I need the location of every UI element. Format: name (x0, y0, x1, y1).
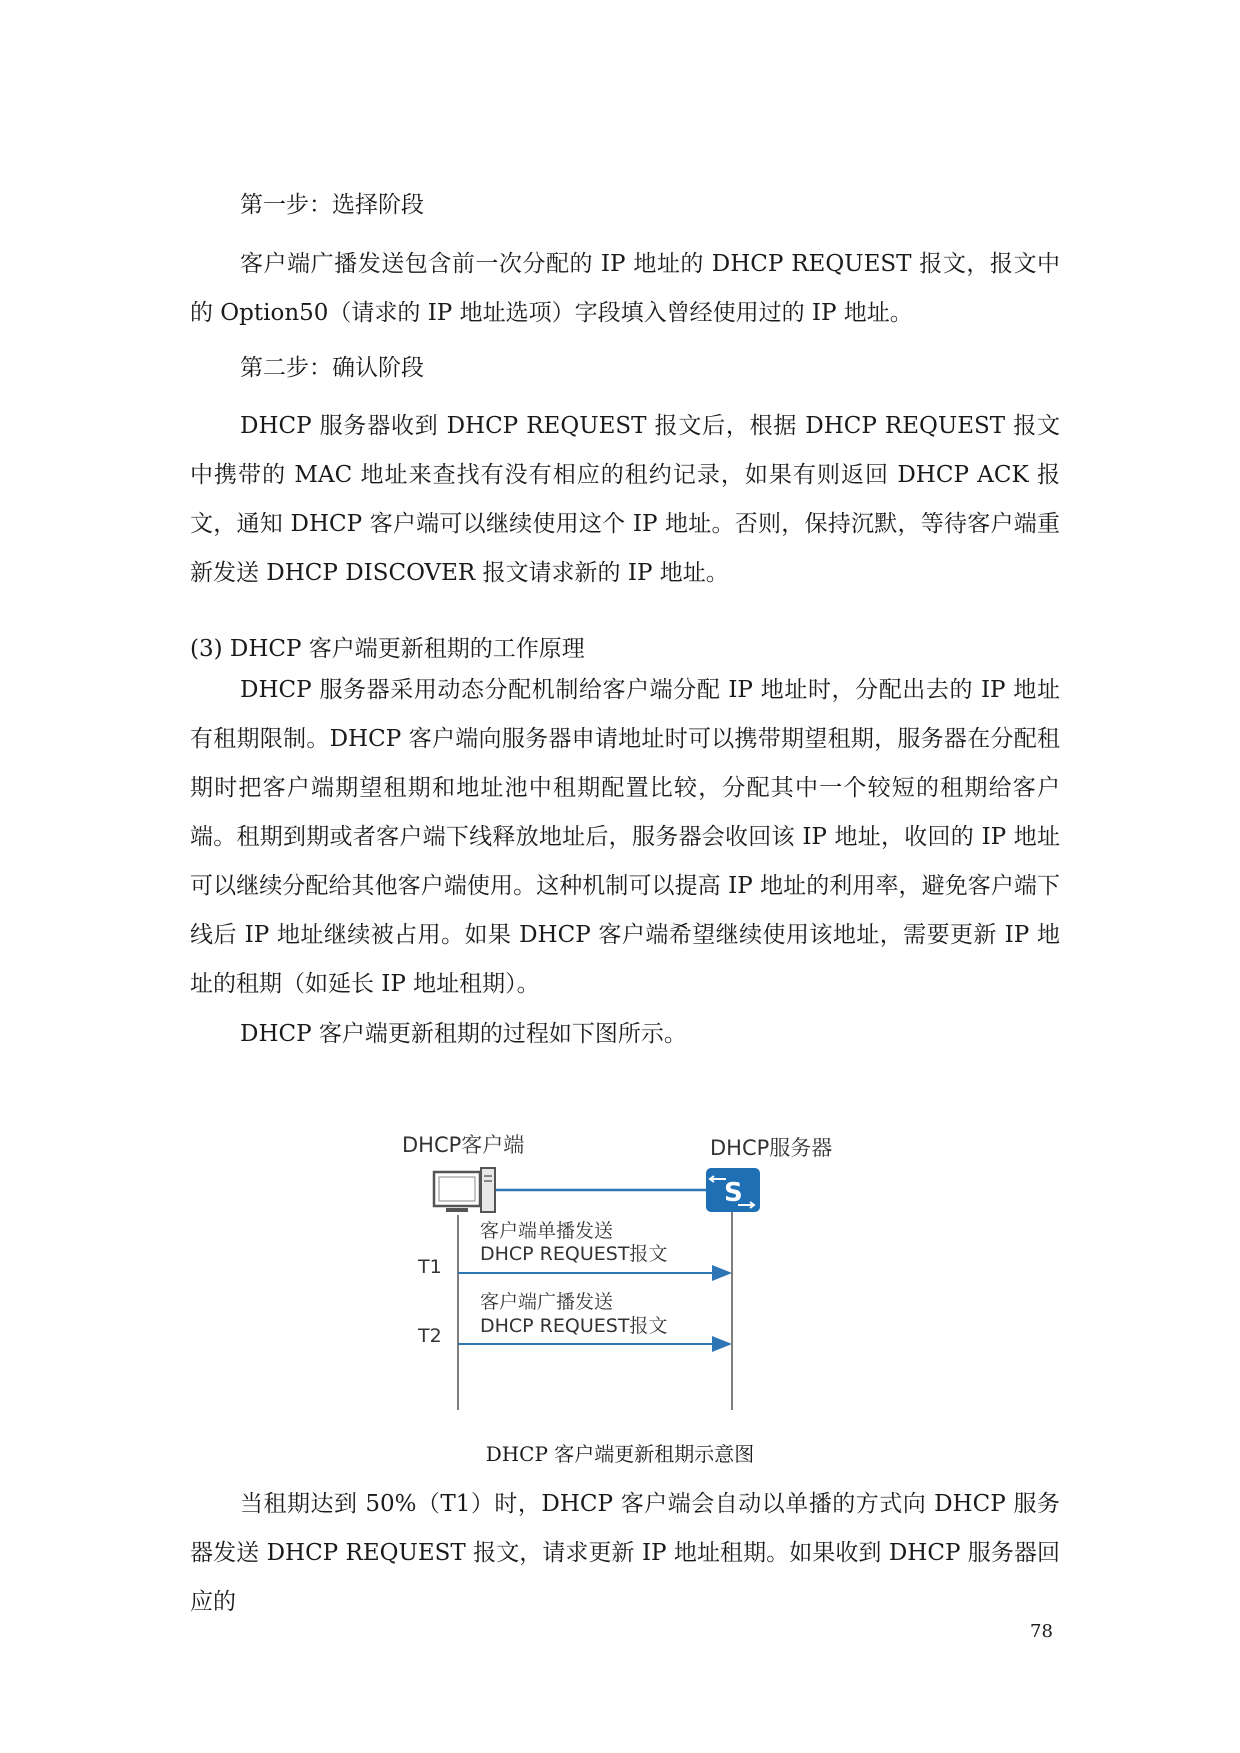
msg1-line2: DHCP REQUEST报文 (480, 1243, 668, 1265)
figure-intro-paragraph: DHCP 客户端更新租期的过程如下图所示。 (240, 1021, 687, 1047)
server-label: DHCP服务器 (710, 1136, 833, 1160)
page-number: 78 (1030, 1621, 1053, 1642)
t2-label: T2 (418, 1325, 442, 1347)
client-label: DHCP客户端 (402, 1133, 525, 1157)
step2-heading: 第二步：确认阶段 (240, 355, 424, 381)
msg2-line1: 客户端广播发送 (480, 1291, 614, 1313)
section3-heading: (3) DHCP 客户端更新租期的工作原理 (190, 636, 585, 662)
step2-paragraph: DHCP 服务器收到 DHCP REQUEST 报文后，根据 DHCP REQUEST 报文中携带的 MAC 地址来查找有没有相应的租约记录，如果有则返回 DHCP ACK 报文，通知 DHCP 客户端可以继续使用这个 IP 地址。否则，保持沉默，等待客户端重新发送 DHCP DISCOVER 报文请求新的 IP 地址。 (190, 413, 1060, 586)
server-icon-letter: S (724, 1178, 743, 1208)
dhcp-lease-renewal-diagram (380, 1120, 860, 1420)
step1-heading: 第一步：选择阶段 (240, 192, 424, 218)
msg1-line1: 客户端单播发送 (480, 1220, 614, 1242)
figure-caption: DHCP 客户端更新租期示意图 (485, 1442, 755, 1466)
msg2-line2: DHCP REQUEST报文 (480, 1315, 668, 1337)
section3-paragraph: DHCP 服务器采用动态分配机制给客户端分配 IP 地址时，分配出去的 IP 地址有租期限制。DHCP 客户端向服务器申请地址时可以携带期望租期，服务器在分配租期时把客户端期望租期和地址池中租期配置比较，分配其中一个较短的租期给客户端。租期到期或者客户端下线释放地址后，服务器会收回该 IP 地址，收回的 IP 地址可以继续分配给其他客户端使用。这种机制可以提高 IP 地址的利用率，避免客户端下线后 IP 地址继续被占用。如果 DHCP 客户端希望继续使用该地址，需要更新 IP 地址的租期（如延长 IP 地址租期）。 (190, 677, 1060, 997)
server-switch-icon (706, 1168, 760, 1212)
final-paragraph: 当租期达到 50%（T1）时，DHCP 客户端会自动以单播的方式向 DHCP 服务器发送 DHCP REQUEST 报文，请求更新 IP 地址租期。如果收到 DHCP 服务器回应的 (190, 1491, 1060, 1615)
t1-label: T1 (418, 1256, 442, 1278)
step1-paragraph: 客户端广播发送包含前一次分配的 IP 地址的 DHCP REQUEST 报文，报文中的 Option50（请求的 IP 地址选项）字段填入曾经使用过的 IP 地址。 (190, 251, 1060, 326)
diagram-svg (380, 1120, 860, 1420)
computer-icon (434, 1168, 495, 1212)
